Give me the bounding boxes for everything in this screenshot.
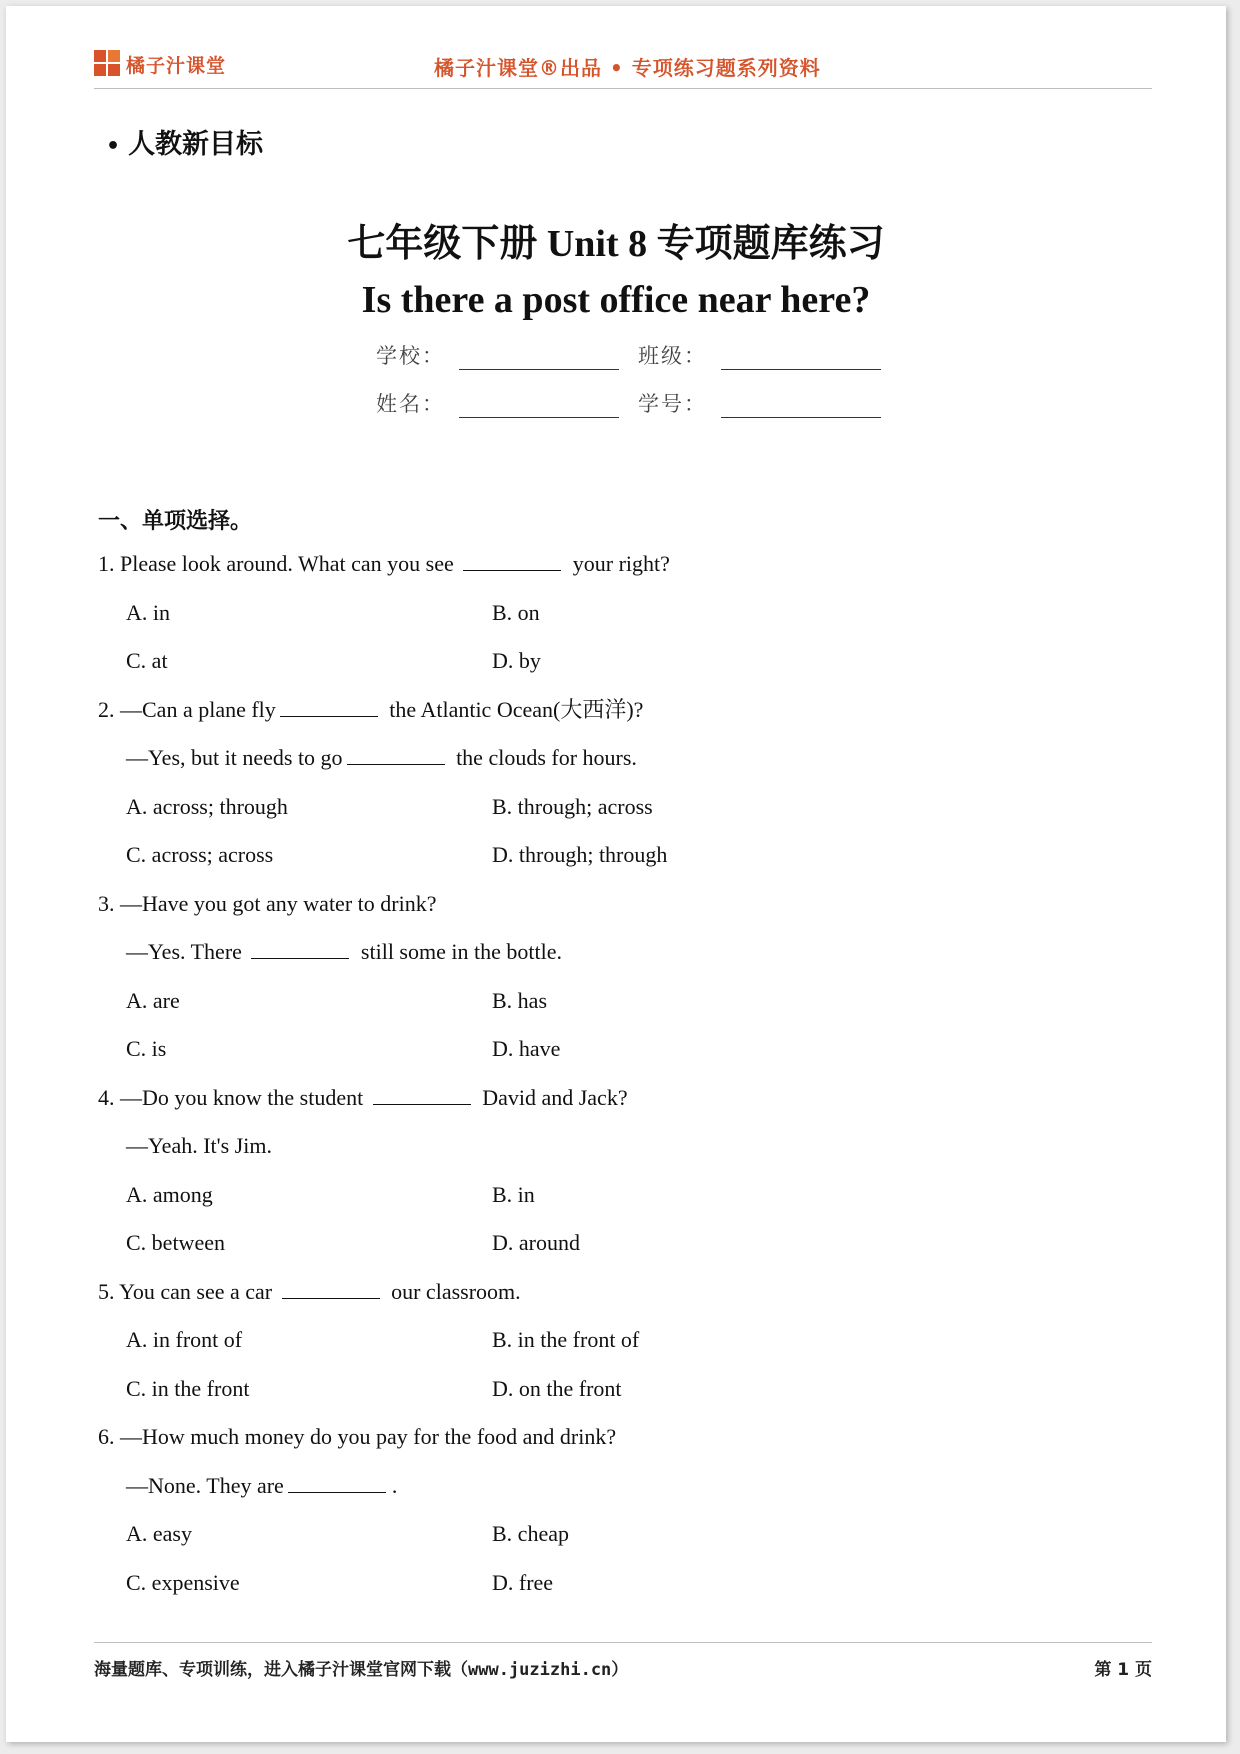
- brand-logo-icon: [94, 50, 122, 78]
- option-row: [98, 1518, 1098, 1567]
- answer-option: B. in: [492, 1181, 535, 1207]
- brand-logo: [94, 50, 226, 78]
- answer-option: C. across; across: [126, 842, 274, 867]
- answer-option: A. easy: [126, 1521, 192, 1546]
- name-blank: [459, 393, 619, 418]
- option-row: [98, 1373, 1098, 1422]
- name-label: 姓名：: [376, 392, 445, 416]
- answer-option: D. around: [492, 1230, 580, 1255]
- answer-blank: [280, 696, 378, 717]
- question-text: our classroom.: [385, 1278, 521, 1304]
- option-row: [98, 985, 1098, 1034]
- question-text: David and Jack?: [476, 1084, 628, 1110]
- answer-option: A. are: [126, 987, 180, 1013]
- series-tag-text: 人教新目标: [128, 129, 264, 160]
- answer-option: D. by: [492, 648, 541, 673]
- answer-option: C. in the front: [126, 1375, 250, 1401]
- question-line: [98, 1421, 1098, 1470]
- page-footer: [94, 1642, 1152, 1683]
- student-info-fields: [376, 340, 896, 436]
- brand-logo-text: 橘子汁课堂: [126, 54, 227, 77]
- name-field: [376, 388, 619, 418]
- document-title-chinese: 七年级下册 Unit 8 专项题库练习: [347, 223, 885, 265]
- series-tag: [106, 122, 263, 161]
- option-row: [98, 645, 1098, 694]
- school-blank: [459, 345, 619, 370]
- question-text: 4. —Do you know the student: [98, 1084, 369, 1110]
- footer-text: 海量题库、专项训练，进入橘子汁课堂官网下载（www.juzizhi.cn）: [94, 1660, 629, 1680]
- answer-option: C. at: [126, 648, 168, 673]
- answer-option: A. in front of: [126, 1327, 243, 1352]
- question-line: [98, 742, 1098, 791]
- class-blank: [721, 345, 881, 370]
- answer-blank: [347, 744, 445, 765]
- answer-blank: [251, 938, 349, 959]
- answer-option: B. in the front of: [492, 1327, 640, 1352]
- question-text: —Yeah. It's Jim.: [126, 1133, 272, 1158]
- answer-option: C. between: [126, 1230, 225, 1255]
- answer-option: D. free: [492, 1569, 554, 1595]
- option-row: [98, 1033, 1098, 1082]
- question-line: [98, 1082, 1098, 1131]
- question-text: —None. They are: [126, 1472, 284, 1498]
- question-line: [98, 1470, 1098, 1519]
- school-field: [376, 340, 619, 370]
- answer-option: B. has: [492, 987, 547, 1013]
- question-text: —Yes. There: [126, 939, 248, 964]
- class-field: [638, 340, 881, 370]
- question-line: [98, 936, 1098, 985]
- document-page: [6, 6, 1226, 1742]
- answer-blank: [463, 550, 561, 571]
- question-line: [98, 694, 1098, 743]
- question-text: the clouds for hours.: [450, 745, 637, 770]
- answer-option: A. across; through: [126, 793, 288, 819]
- question-text: the Atlantic Ocean(大西洋)?: [383, 696, 644, 722]
- number-blank: [721, 393, 881, 418]
- option-row: [98, 1179, 1098, 1228]
- answer-option: C. expensive: [126, 1569, 240, 1595]
- question-text: still some in the bottle.: [355, 939, 562, 964]
- question-line: [98, 1276, 1098, 1325]
- class-label: 班级：: [638, 344, 707, 368]
- answer-option: A. in: [126, 599, 170, 625]
- question-text: 5. You can see a car: [98, 1278, 278, 1304]
- section-title: 一、单项选择。: [98, 509, 253, 534]
- question-text: .: [391, 1472, 398, 1498]
- answer-option: D. have: [492, 1036, 561, 1061]
- answer-option: D. through; through: [492, 842, 668, 867]
- option-row: [98, 791, 1098, 840]
- question-line: [98, 548, 1098, 597]
- page-header: [94, 46, 1152, 89]
- school-label: 学校：: [376, 344, 445, 368]
- option-row: [98, 839, 1098, 888]
- question-text: 6. —How much money do you pay for the food and drink?: [98, 1424, 617, 1449]
- question-line: [98, 888, 1098, 937]
- question-text: 3. —Have you got any water to drink?: [98, 890, 437, 916]
- answer-blank: [373, 1084, 471, 1105]
- answer-option: B. through; across: [492, 793, 653, 819]
- question-text: your right?: [567, 551, 670, 576]
- option-row: [98, 597, 1098, 646]
- question-text: —Yes, but it needs to go: [126, 745, 343, 770]
- option-row: [98, 1324, 1098, 1373]
- question-text: 1. Please look around. What can you see: [98, 551, 460, 576]
- number-label: 学号：: [638, 392, 707, 416]
- question-line: [98, 1130, 1098, 1179]
- page-number: 第 1 页: [1094, 1660, 1152, 1680]
- answer-option: C. is: [126, 1036, 167, 1061]
- document-title-english: Is there a post office near here?: [361, 279, 871, 321]
- answer-option: B. cheap: [492, 1521, 569, 1546]
- answer-option: B. on: [492, 599, 540, 625]
- question-text: 2. —Can a plane fly: [98, 696, 276, 722]
- bullet-icon: •: [106, 134, 121, 159]
- header-title: 橘子汁课堂®出品 • 专项练习题系列资料: [434, 56, 821, 80]
- question-list: [98, 548, 1098, 1615]
- number-field: [638, 388, 881, 418]
- answer-option: D. on the front: [492, 1375, 622, 1401]
- answer-blank: [288, 1472, 386, 1493]
- option-row: [98, 1227, 1098, 1276]
- option-row: [98, 1567, 1098, 1616]
- answer-option: A. among: [126, 1181, 213, 1207]
- answer-blank: [282, 1278, 380, 1299]
